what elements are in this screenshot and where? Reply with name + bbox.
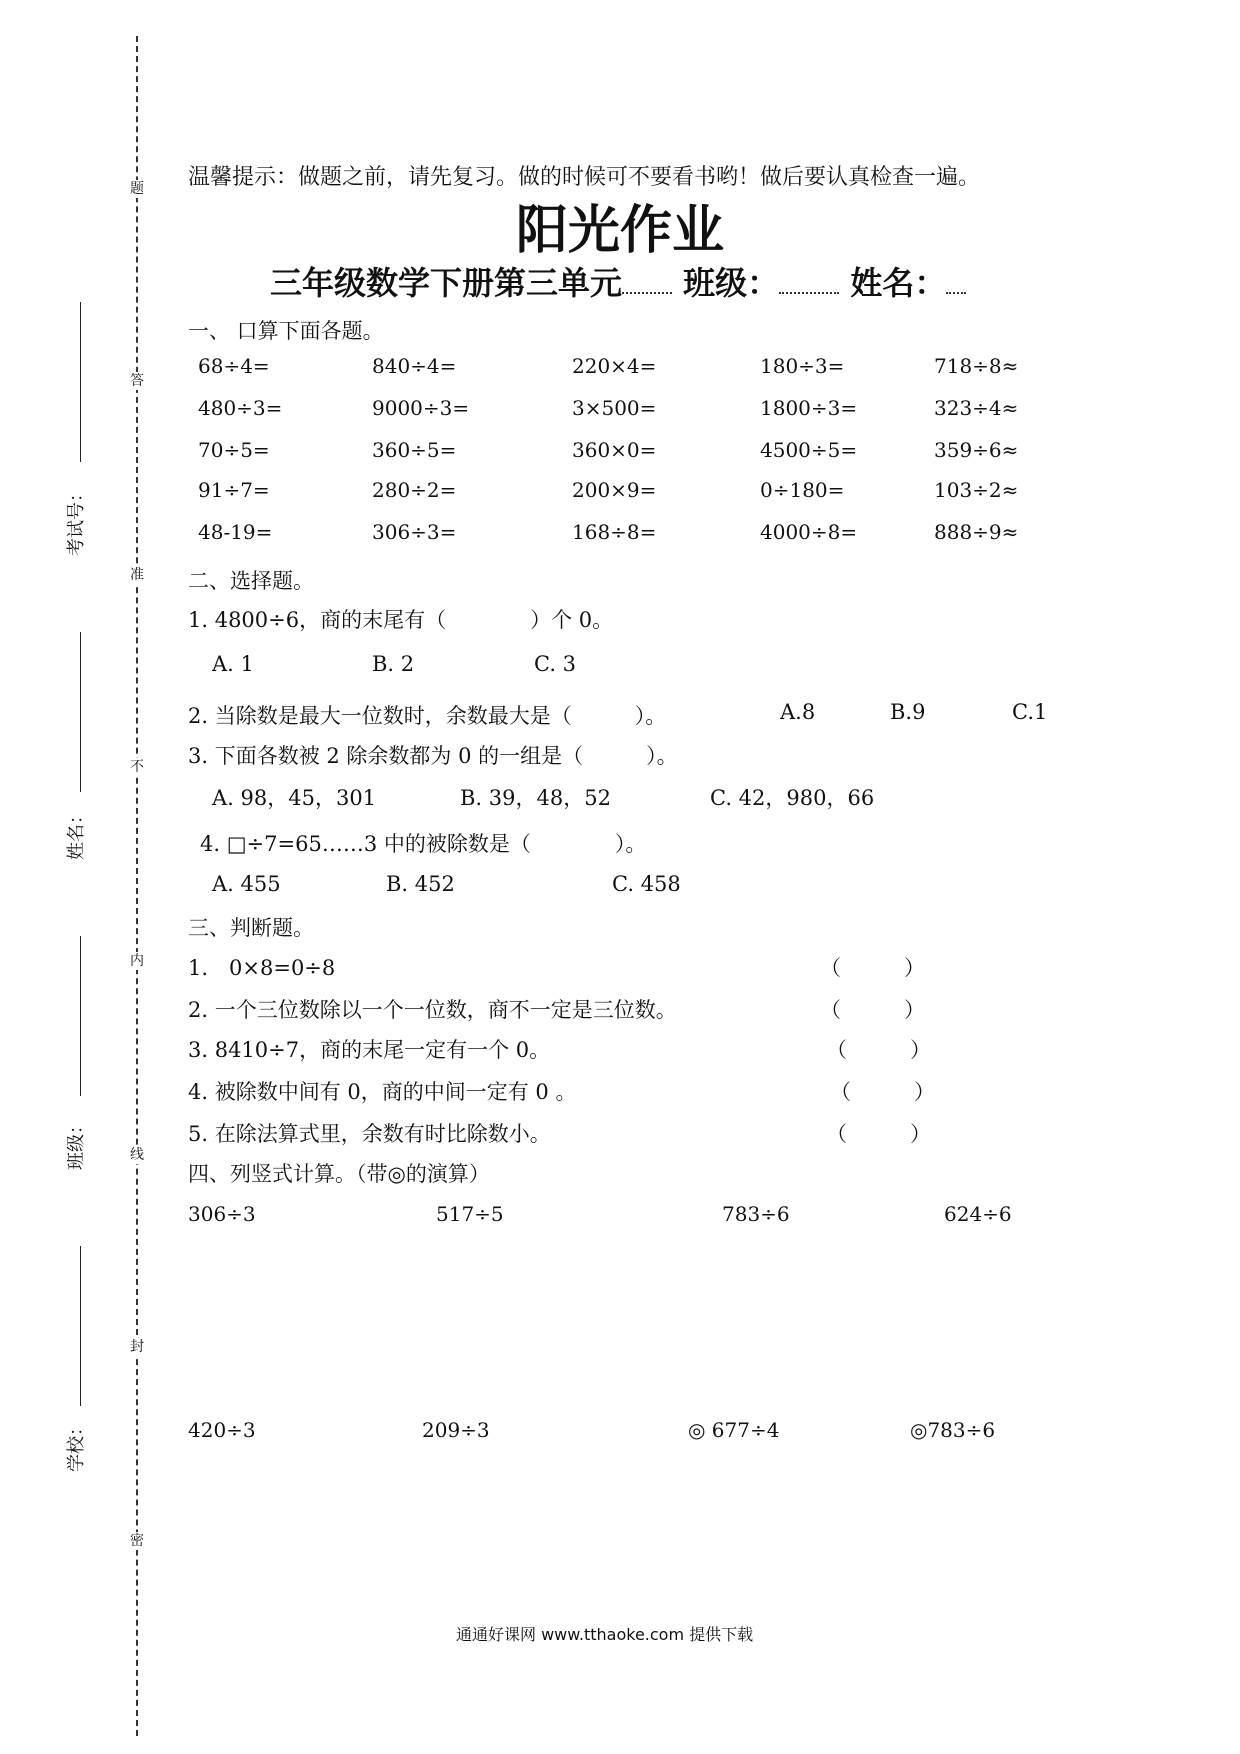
school-label: 学校：	[66, 1418, 87, 1472]
class-field-label: 班级：	[683, 264, 780, 302]
class-label: 班级：	[66, 1116, 87, 1170]
choice-q3-option[interactable]: C. 42，980，66	[710, 786, 875, 810]
vertical-calc-problem: 209÷3	[422, 1418, 490, 1442]
vertical-calc-problem: 420÷3	[188, 1418, 256, 1442]
choice-q1-option[interactable]: C. 3	[534, 652, 577, 676]
mental-math-item: 360×0=	[572, 438, 657, 462]
class-field[interactable]	[779, 292, 839, 294]
mental-math-item: 718÷8≈	[934, 354, 1019, 378]
mental-math-item: 480÷3=	[198, 396, 283, 420]
vertical-calc-problem: 306÷3	[188, 1202, 256, 1226]
mental-math-item: 4500÷5=	[760, 438, 858, 462]
mental-math-item: 840÷4=	[372, 354, 457, 378]
choice-q1: 1. 4800÷6，商的末尾有（ ）个 0。	[188, 608, 614, 632]
section2-heading: 二、选择题。	[188, 569, 314, 593]
seal-char: 答	[130, 373, 144, 389]
mental-math-item: 3×500=	[572, 396, 657, 420]
seal-char: 封	[130, 1339, 144, 1355]
vertical-calc-problem: 517÷5	[436, 1202, 504, 1226]
judge-item: 3. 8410÷7，商的末尾一定有一个 0。	[188, 1038, 551, 1062]
choice-q3: 3. 下面各数被 2 除余数都为 0 的一组是（ ）。	[188, 744, 678, 768]
school-blank	[80, 1246, 81, 1406]
exam-number-label: 考试号：	[66, 484, 87, 556]
seal-char: 不	[130, 759, 144, 775]
mental-math-item: 68÷4=	[198, 354, 270, 378]
page-title: 阳光作业	[515, 201, 724, 261]
student-name-label: 姓名：	[66, 806, 87, 860]
judge-bracket[interactable]: （ ）	[830, 1080, 935, 1104]
seal-char: 密	[130, 1533, 144, 1549]
mental-math-item: 4000÷8=	[760, 520, 858, 544]
choice-q2-option[interactable]: A.8	[780, 700, 816, 724]
seal-char: 题	[130, 181, 144, 197]
choice-q4-option[interactable]: C. 458	[612, 872, 681, 896]
mental-math-item: 103÷2≈	[934, 478, 1019, 502]
class-blank	[80, 936, 81, 1096]
exam-number-blank	[80, 302, 81, 462]
judge-item: 4. 被除数中间有 0，商的中间一定有 0 。	[188, 1080, 577, 1104]
reminder-tip: 温馨提示：做题之前，请先复习。做的时候可不要看书哟！做后要认真检查一遍。	[188, 165, 981, 190]
seal-char: 线	[130, 1147, 144, 1163]
choice-q4-option[interactable]: A. 455	[212, 872, 281, 896]
vertical-calc-problem: 624÷6	[944, 1202, 1012, 1226]
judge-bracket[interactable]: （ ）	[826, 1038, 931, 1062]
mental-math-item: 9000÷3=	[372, 396, 470, 420]
choice-q1-option[interactable]: B. 2	[372, 652, 415, 676]
mental-math-item: 48-19=	[198, 520, 273, 544]
judge-bracket[interactable]: （ ）	[820, 956, 925, 980]
mental-math-item: 220×4=	[572, 354, 657, 378]
name-field[interactable]	[946, 292, 966, 294]
judge-item: 1. 0×8=0÷8	[188, 956, 336, 980]
section3-heading: 三、判断题。	[188, 916, 314, 940]
vertical-calc-problem-starred: ◎ 677÷4	[688, 1418, 780, 1442]
mental-math-item: 91÷7=	[198, 478, 270, 502]
mental-math-item: 0÷180=	[760, 478, 845, 502]
mental-math-item: 306÷3=	[372, 520, 457, 544]
judge-item: 2. 一个三位数除以一个一位数，商不一定是三位数。	[188, 998, 677, 1022]
mental-math-item: 360÷5=	[372, 438, 457, 462]
judge-item: 5. 在除法算式里，余数有时比除数小。	[188, 1122, 551, 1146]
seal-char: 准	[130, 567, 144, 583]
mental-math-item: 70÷5=	[198, 438, 270, 462]
section1-heading: 一、 口算下面各题。	[188, 319, 384, 343]
mental-math-item: 200×9=	[572, 478, 657, 502]
choice-q2-option[interactable]: B.9	[890, 700, 926, 724]
choice-q2-option[interactable]: C.1	[1012, 700, 1048, 724]
choice-q4-option[interactable]: B. 452	[386, 872, 455, 896]
unit-title: 三年级数学下册第三单元	[270, 264, 623, 302]
choice-q3-option[interactable]: A. 98，45，301	[212, 786, 377, 810]
section4-heading: 四、列竖式计算。（带◎的演算）	[188, 1162, 490, 1186]
vertical-calc-problem: 783÷6	[722, 1202, 790, 1226]
name-field-label: 姓名：	[850, 264, 947, 302]
mental-math-item: 280÷2=	[372, 478, 457, 502]
footer-credit: 通通好课网 www.tthaoke.com 提供下载	[456, 1625, 754, 1644]
vertical-calc-problem-starred: ◎783÷6	[910, 1418, 996, 1442]
seal-char: 内	[130, 953, 144, 969]
mental-math-item: 1800÷3=	[760, 396, 858, 420]
judge-bracket[interactable]: （ ）	[826, 1122, 931, 1146]
mental-math-item: 180÷3=	[760, 354, 845, 378]
mental-math-item: 323÷4≈	[934, 396, 1019, 420]
choice-q4: 4. □÷7=65……3 中的被除数是（ ）。	[200, 832, 647, 856]
mental-math-item: 888÷9≈	[934, 520, 1019, 544]
mental-math-item: 359÷6≈	[934, 438, 1019, 462]
binding-dashed-line	[136, 36, 138, 1736]
student-name-blank	[80, 632, 81, 792]
choice-q3-option[interactable]: B. 39，48，52	[460, 786, 611, 810]
dotted-blank	[622, 292, 672, 294]
choice-q1-option[interactable]: A. 1	[212, 652, 254, 676]
judge-bracket[interactable]: （ ）	[820, 998, 925, 1022]
subtitle	[270, 258, 966, 304]
choice-q2: 2. 当除数是最大一位数时，余数最大是（ ）。	[188, 704, 667, 728]
mental-math-item: 168÷8=	[572, 520, 657, 544]
